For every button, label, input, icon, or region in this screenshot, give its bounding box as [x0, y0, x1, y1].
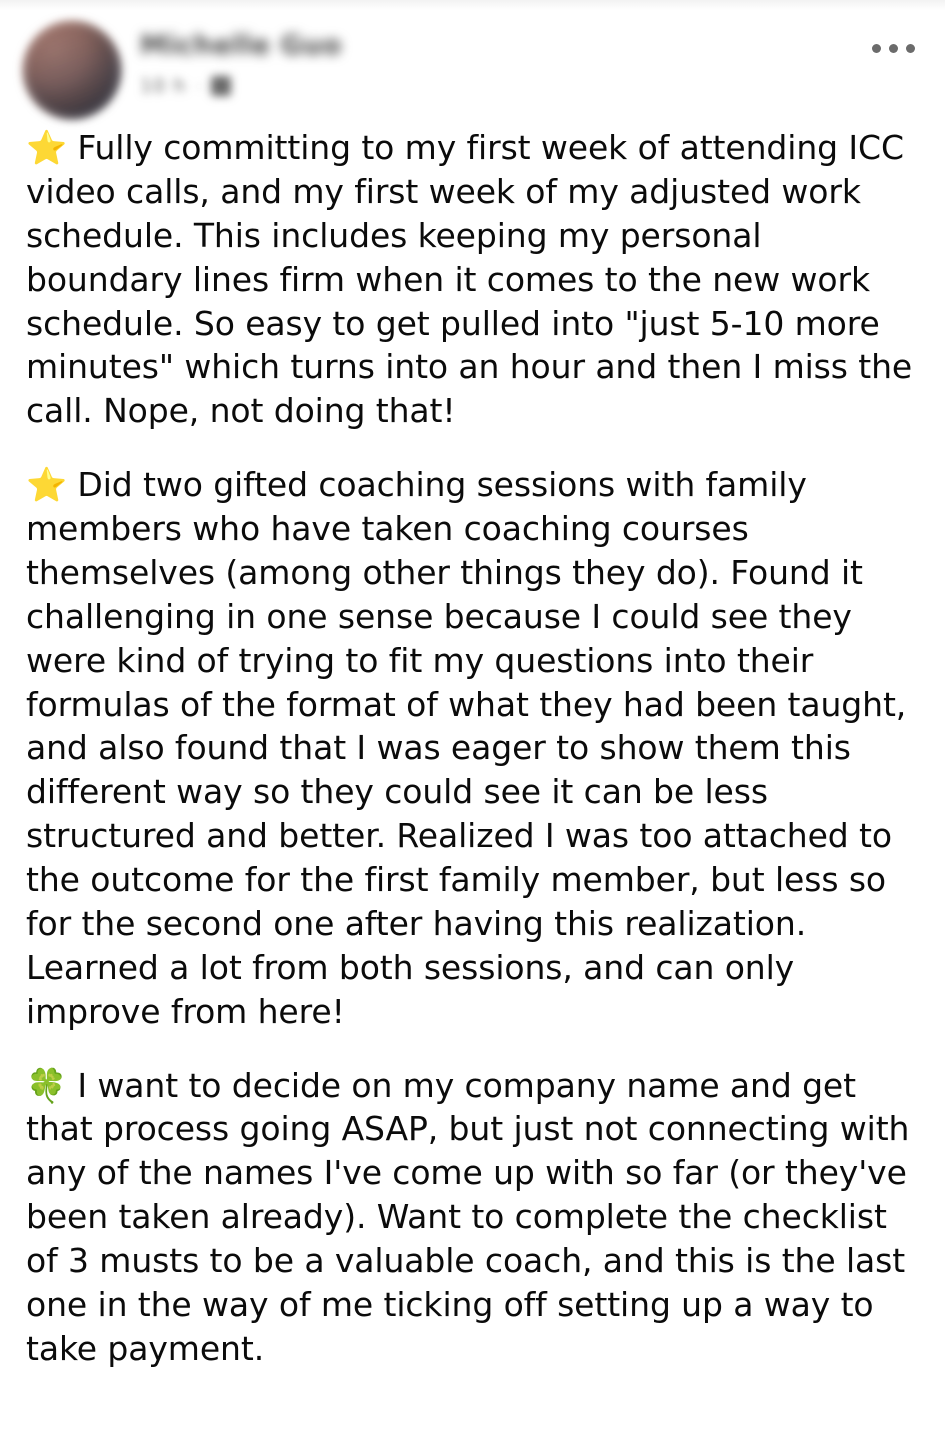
- post-paragraph: [26, 463, 919, 1033]
- ellipsis-dot: [906, 44, 915, 53]
- post-timestamp[interactable]: 10 h: [140, 75, 187, 98]
- post-meta: [140, 75, 865, 97]
- post-paragraph: [26, 1064, 919, 1371]
- post-author-block: [140, 22, 865, 97]
- post-paragraph-text: I want to decide on my company name and get that process going ASAP, but just not connecting with any of the names I've come up with so far (or they've been taken already). Want to complete the checklist of 3 musts to be a valuable coach, and this is the last one in the way of me ticking off setting up a way to take payment.: [26, 1065, 920, 1368]
- meta-separator: ·: [196, 76, 202, 96]
- avatar[interactable]: [24, 22, 120, 118]
- ellipsis-dot: [872, 44, 881, 53]
- ellipsis-horizontal-icon[interactable]: [865, 28, 921, 68]
- post-paragraph-text: Did two gifted coaching sessions with family members who have taken coaching courses themselves (among other things they do). Found it challenging in one sense because I could see they were kind of trying to fit my questions into their formulas of the format of what they had been taught, and also found that I was eager to show them this different way so they could see it can be less structured and better. Realized I was too attached to the outcome for the first family member, but less so for the second one after having this realization. Learned a lot from both sessions, and can only improve from here!: [26, 465, 917, 1031]
- globe-icon: [211, 76, 231, 96]
- author-name[interactable]: Michelle Guo: [140, 30, 342, 61]
- star-emoji: ⭐: [26, 128, 67, 167]
- post-body: [0, 120, 945, 1371]
- star-emoji: ⭐: [26, 465, 67, 505]
- four-leaf-clover-emoji: 🍀: [26, 1065, 67, 1105]
- post-paragraph-text: Fully committing to my first week of attending ICC video calls, and my first week of my adjusted work schedule. This includes keeping my personal boundary lines firm when it comes to the new work schedule. So easy to get pulled into "just 5-10 more minutes" which turns into an hour and then I miss the call. Nope, not doing that!: [26, 128, 923, 431]
- post-paragraph: [26, 126, 923, 433]
- avatar-image-overlay: [24, 22, 120, 118]
- post-header: [0, 0, 945, 120]
- ellipsis-dot: [889, 44, 898, 53]
